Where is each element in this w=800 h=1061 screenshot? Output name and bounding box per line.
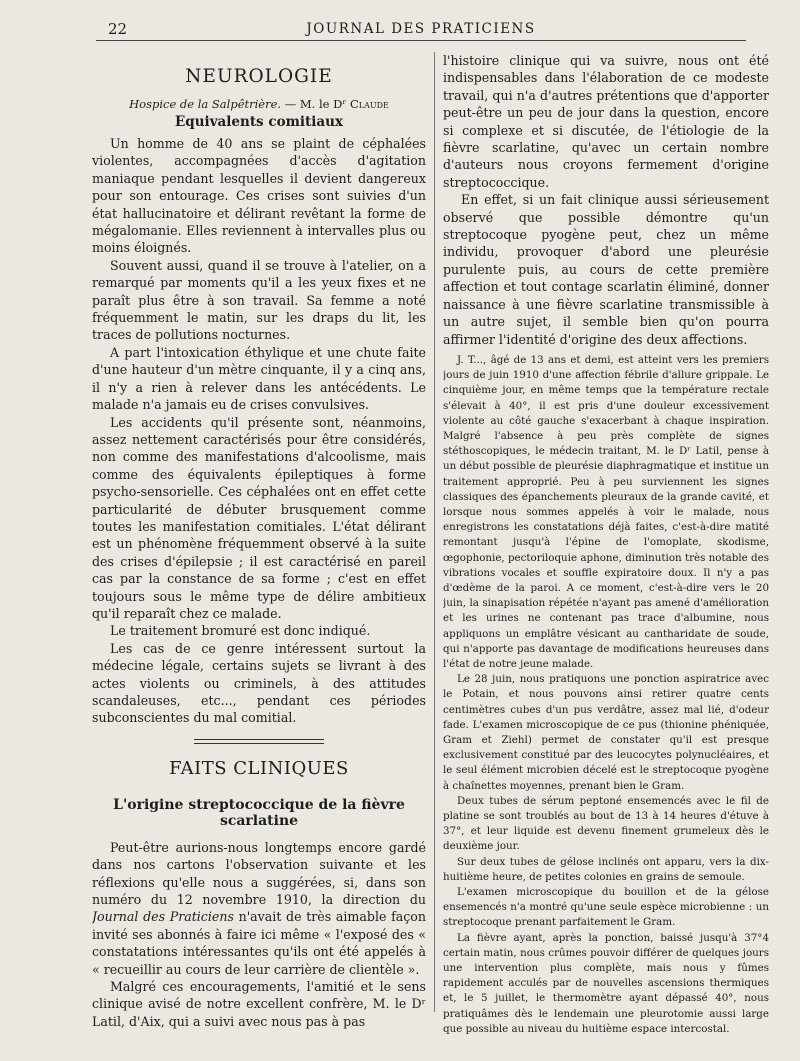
section-separator bbox=[194, 739, 324, 744]
author-name: Claude bbox=[349, 97, 389, 111]
page-header bbox=[96, 18, 746, 38]
case-paragraph: Deux tubes de sérum peptoné ensemencés avec le fil de platine se sont troublés au bout de 13 à 14 heures d'étuve à 37°, et leur liquide est devenu finement grumeleux dès le deuxième jour. bbox=[443, 794, 769, 853]
paragraph bbox=[92, 839, 426, 978]
paragraph: En effet, si un fait clinique aussi sérieusement observé que possible démontre qu'un streptocoque pyogène peut, chez un même individu, provoquer d'abord une pleurésie purulente puis, au cours de cette première affection et tout contage scarlatin éliminé, donner naissance à une fièvre scarlatine transmissible à un autre sujet, il semble bien qu'on pourra affirmer l'identité d'origine des deux affections. bbox=[443, 192, 769, 347]
paragraph: Souvent aussi, quand il se trouve à l'atelier, on a remarqué par moments qu'il a les yeux fixes et ne paraît plus être à son travail. Sa femme a noté fréquemment le matin, sur les draps du lit, les traces de pollutions nocturnes. bbox=[92, 257, 426, 343]
hospice-italic: Hospice de la Salpêtrière. bbox=[129, 97, 282, 111]
hospice-rest: — M. le Dʳ bbox=[281, 97, 350, 111]
paragraph: l'histoire clinique qui va suivre, nous ont été indispensables dans l'élaboration de ce modeste travail, qui n'a d'autres prétentions que d'apporter peut-être un peu de jour dans la question, encore si complexe et si discutée, de l'étiologie de la fièvre scarlatine, qu'avec un certain nombre d'auteurs nous croyons fermement d'origine streptococcique. bbox=[443, 53, 769, 190]
paragraph: Le traitement bromuré est donc indiqué. bbox=[110, 623, 371, 639]
column-divider bbox=[434, 52, 435, 1012]
case-paragraph: La fièvre ayant, après la ponction, baissé jusqu'à 37°4 certain matin, nous crûmes pouvoir différer de quelques jours une intervention plus complète, mais nous y fûmes rapidement acculés par de nouvelles ascensions thermiques et, le 5 juillet, le thermomètre ayant dépassé 40°, nous pratiquâmes dès le lendemain une pleurotomie aussi large que possible au niveau du huitième espace intercostal. bbox=[443, 931, 769, 1035]
paragraph: Les cas de ce genre intéressent surtout la médecine légale, certains sujets se livrant à des actes violents ou criminels, à des attitudes scandaleuses, etc..., pendant ces périodes subconscientes du mal comitial. bbox=[92, 640, 426, 726]
journal-ref: Journal des Praticiens bbox=[92, 909, 234, 925]
right-column bbox=[443, 52, 769, 1037]
journal-title: JOURNAL DES PRATICIENS bbox=[306, 21, 536, 37]
paragraph: A part l'intoxication éthylique et une chute faite d'une hauteur d'un mètre cinquante, il y a cinq ans, il n'y a rien à relever dans les antécédents. Le malade n'a jamais eu de crises convulsives. bbox=[92, 344, 426, 413]
section-title-neurologie: NEUROLOGIE bbox=[185, 66, 333, 87]
article-title: L'origine streptococcique de la fièvre scarlatine bbox=[113, 796, 405, 829]
paragraph: Un homme de 40 ans se plaint de céphalées violentes, accompagnées d'accès d'agitation maniaque pendant lesquelles il devient dangereux pour son entourage. Ces crises sont suivies d'un état hallucinatoire et délirant revêtant la forme de mégalomanie. Elles reviennent à intervalles plus ou moins éloignés. bbox=[92, 136, 426, 256]
hospice-line bbox=[92, 97, 426, 111]
section-title-faits-cliniques: FAITS CLINIQUES bbox=[169, 757, 349, 779]
paragraph: Malgré ces encouragements, l'amitié et le sens clinique avisé de notre excellent confrère, M. le Dʳ Latil, d'Aix, qui a suivi avec nous pas à pas bbox=[92, 979, 426, 1029]
header-rule bbox=[96, 40, 746, 41]
page-number: 22 bbox=[108, 20, 128, 38]
p7-start: Peut-être aurions-nous longtemps encore gardé dans nos cartons l'observation suivante et les réflexions qu'elle nous a suggérées, si, dans son numéro du 12 novembre 1910, la direction du bbox=[92, 839, 426, 908]
article-subtitle: Equivalents comitiaux bbox=[175, 114, 343, 130]
paragraph: Les accidents qu'il présente sont, néanmoins, assez nettement caractérisés pour être considérés, non comme des manifestations d'alcoolisme, mais comme des équivalents épileptiques à forme psycho-sensorielle. Ces céphalées ont en effet cette particularité de débuter brusquement comme toutes les manifestation comitiales. L'état délirant est un phénomène fréquemment observé à la suite des crises d'épilepsie ; il est caractérisé en pareil cas par la constance de sa forme ; c'est en effet toujours sous le même type de délire ambitieux qu'il reparaît chez ce malade. bbox=[92, 414, 426, 621]
left-column bbox=[92, 52, 426, 1030]
case-paragraph: Le 28 juin, nous pratiquons une ponction aspiratrice avec le Potain, et nous pouvons ainsi retirer quatre cents centimètres cubes d'un pus verdâtre, assez mal lié, d'odeur fade. L'examen microscopique de ce pus (thionine phéniquée, Gram et Ziehl) permet de constater qu'il est presque exclusivement constitué par des leucocytes polynucléaires, et le seul élément microbien décelé est le streptocoque pyogène à chaînettes moyennes, prenant bien le Gram. bbox=[443, 673, 769, 792]
case-paragraph: L'examen microscopique du bouillon et de la gélose ensemencés n'a montré qu'une seule espèce microbienne : un streptocoque prenant parfaitement le Gram. bbox=[443, 886, 769, 929]
case-paragraph: Sur deux tubes de gélose inclinés ont apparu, vers la dix-huitième heure, de petites colonies en grains de semoule. bbox=[443, 855, 769, 883]
case-paragraph: J. T..., âgé de 13 ans et demi, est atteint vers les premiers jours de juin 1910 d'une affection fébrile d'allure grippale. Le cinquième jour, en même temps que la température rectale s'élevait à 40°, il est pris d'une douleur excessivement violente au côté gauche s'exacerbant à chaque inspiration. Malgré l'absence à peu près complète de signes stéthoscopiques, le médecin traitant, M. le Dʳ Latil, pense à un début possible de pleurésie diaphragmatique et institue un traitement approprié. Peu à peu surviennent les signes classiques des épanchements pleuraux de la grande cavité, et lorsque nous sommes appelés à voir le malade, nous enregistrons les constatations déjà faites, c'est-à-dire matité remontant jusqu'à l'épine de l'omoplate, skodisme, œgophonie, pectoriloquie aphone, diminution très notable des vibrations vocales et souffle expiratoire doux. Il n'y a pas d'œdème de la paroi. A ce moment, c'est-à-dire vers le 20 juin, la sinapisation répétée n'ayant pas amené d'amélioration et les urines ne contenant pas trace d'albumine, nous appliquons un emplâtre vésicant au cantharidate de soude, qui n'apporte pas davantage de modifications heureuses dans l'état de notre jeune malade. bbox=[443, 353, 769, 670]
p7-end: n'avait de très aimable façon invité ses abonnés à faire ici même « l'exposé des « constatations intéressantes qu'ils ont été appelés à « recueillir au cours de leur carrière de clientèle ». bbox=[92, 909, 426, 977]
